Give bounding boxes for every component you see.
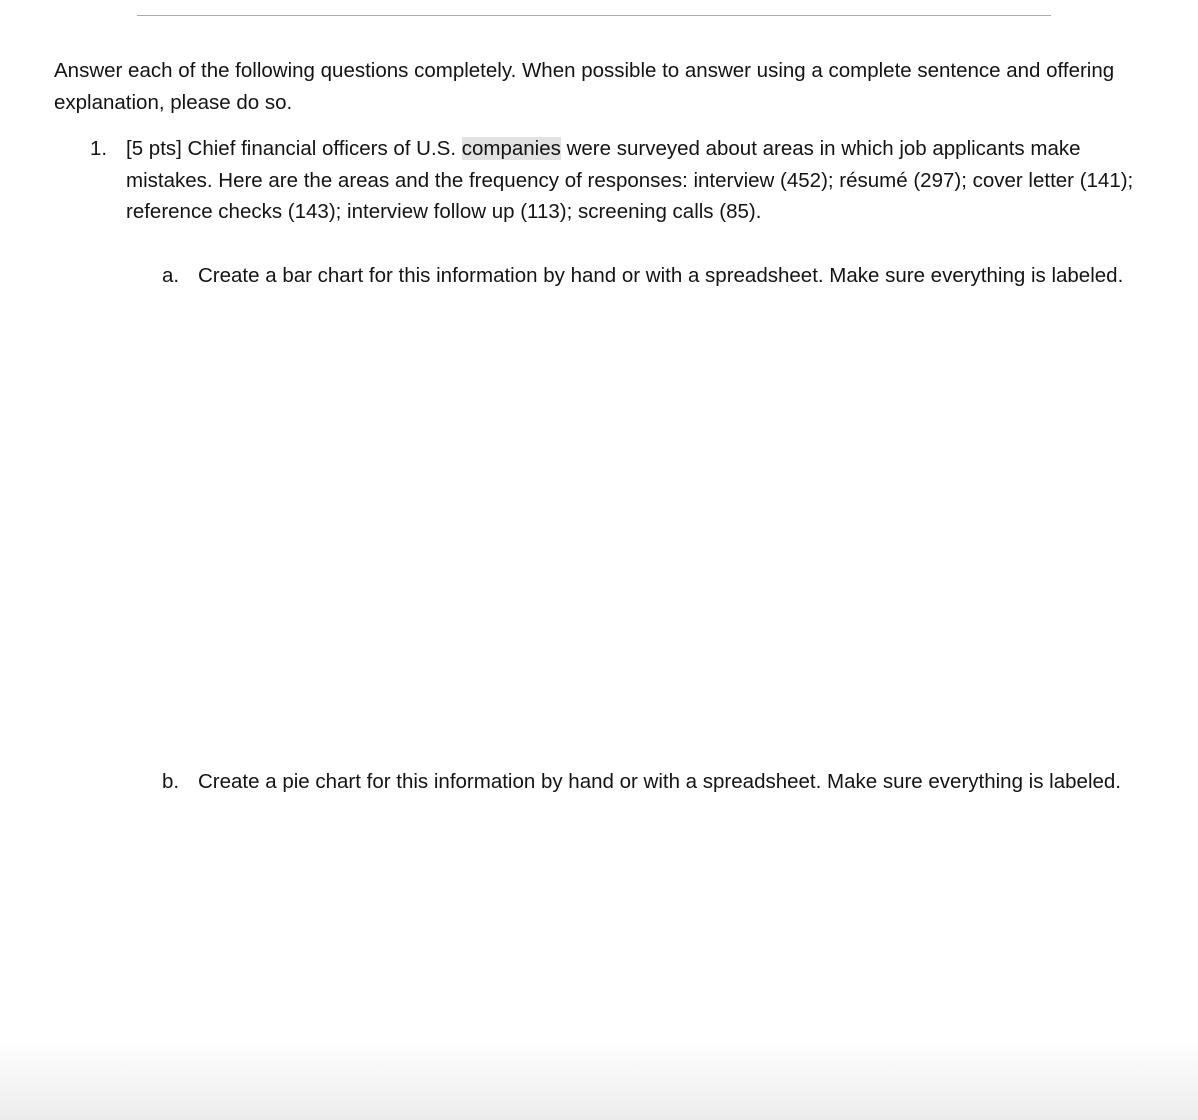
part-a-letter: a. bbox=[162, 264, 180, 287]
question-1-text-start: [5 pts] Chief financial officers of U.S. bbox=[126, 137, 462, 160]
bottom-shadow bbox=[0, 1040, 1198, 1120]
header-divider bbox=[137, 15, 1051, 16]
instructions-paragraph: Answer each of the following questions completely. When possible to answer using a complete sentence and offering explanation, please do so. bbox=[54, 59, 1115, 114]
highlighted-word: companies bbox=[461, 137, 561, 160]
part-b-letter: b. bbox=[162, 770, 180, 793]
question-1-text-end: were surveyed about areas in which job applicants make mistakes. Here are the areas and the frequency of responses: interview (452); résumé (297); cover letter (141); reference checks (143); interview follow up (113); screening calls (85). bbox=[126, 137, 1134, 223]
part-a-text: Create a bar chart for this information by hand or with a spreadsheet. Make sure everything is labeled. bbox=[198, 264, 1124, 287]
question-1-text bbox=[126, 133, 1136, 228]
question-1-number: 1. bbox=[90, 137, 108, 160]
part-b-text: Create a pie chart for this information by hand or with a spreadsheet. Make sure everything is labeled. bbox=[198, 770, 1121, 793]
